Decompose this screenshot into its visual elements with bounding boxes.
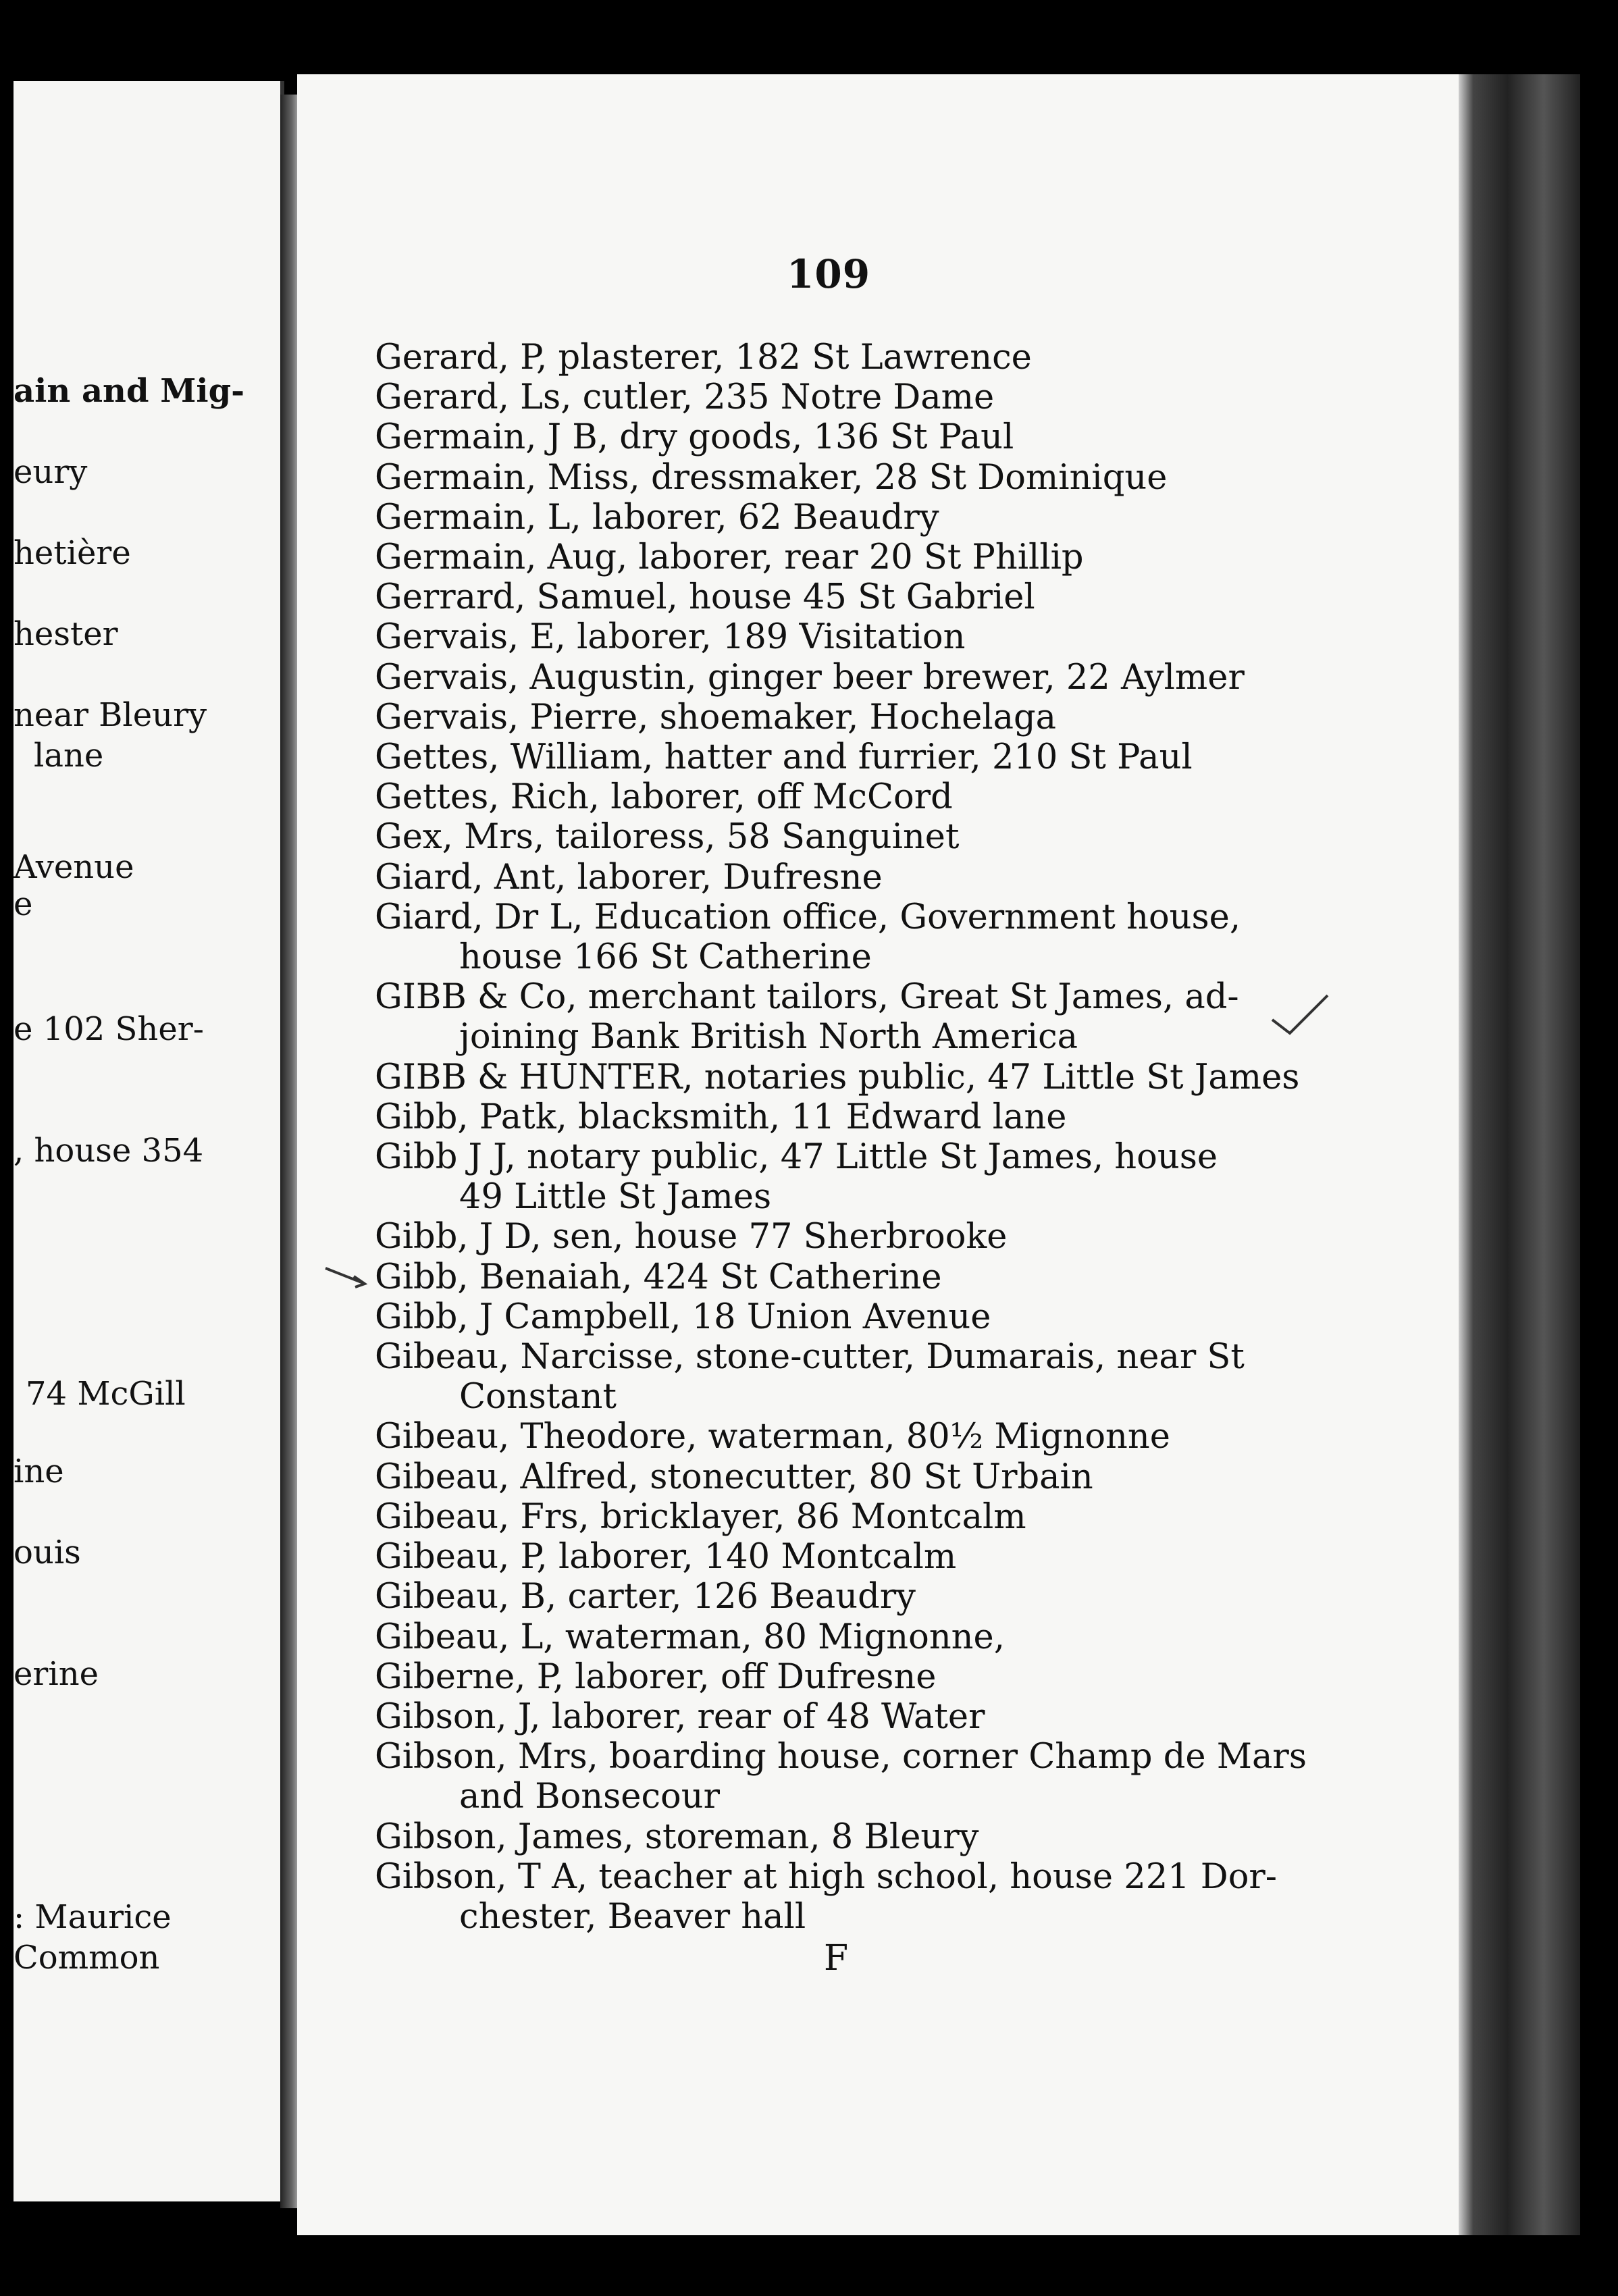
left-fragment: 74 McGill (26, 1375, 186, 1413)
left-fragment: ain and Mig- (14, 372, 245, 410)
directory-entry: Gettes, Rich, laborer, off McCord (375, 777, 953, 818)
directory-entry: Gibb, Benaiah, 424 St Catherine (375, 1257, 942, 1297)
directory-entries (375, 338, 1334, 1937)
directory-entry: Gibson, James, storeman, 8 Bleury (375, 1817, 979, 1857)
directory-entry: Gervais, Augustin, ginger beer brewer, 22 Aylmer (375, 657, 1245, 698)
left-fragment: hester (14, 615, 118, 653)
directory-entry: Germain, Aug, laborer, rear 20 St Phillip (375, 538, 1084, 578)
left-fragment: Avenue (14, 848, 134, 886)
directory-entry: GIBB & Co, merchant tailors, Great St James, ad- (375, 977, 1239, 1018)
signature-mark: F (824, 1938, 849, 1979)
directory-entry: Gibson, T A, teacher at high school, house 221 Dor- (375, 1856, 1278, 1897)
left-fragment: ine (14, 1453, 64, 1490)
left-fragment: e 102 Sher- (14, 1010, 204, 1048)
left-fragment: : Maurice (14, 1898, 172, 1936)
left-fragment: , house 354 (14, 1132, 204, 1170)
directory-entry: Gibeau, B, carter, 126 Beaudry (375, 1577, 916, 1617)
directory-entry: Gibeau, Theodore, waterman, 80½ Mignonne (375, 1417, 1170, 1457)
directory-entry: Gibb, J Campbell, 18 Union Avenue (375, 1297, 991, 1337)
pencil-tick-icon (1270, 993, 1330, 1043)
directory-entry-continuation: and Bonsecour (459, 1777, 720, 1817)
directory-entry-continuation: house 166 St Catherine (459, 937, 872, 978)
page-number: 109 (787, 251, 871, 297)
directory-entry: Germain, J B, dry goods, 136 St Paul (375, 417, 1014, 458)
left-fragment: Common (14, 1939, 160, 1977)
directory-entry: Giard, Ant, laborer, Dufresne (375, 857, 883, 897)
directory-entry: Gibeau, Alfred, stonecutter, 80 St Urbain (375, 1457, 1093, 1497)
directory-entry: Gerard, Ls, cutler, 235 Notre Dame (375, 377, 995, 418)
directory-entry-continuation: Constant (459, 1377, 617, 1417)
directory-entry: Gibeau, P, laborer, 140 Montcalm (375, 1537, 957, 1577)
directory-entry: Gibeau, Narcisse, stone-cutter, Dumarais, near St (375, 1337, 1245, 1378)
directory-entry: Germain, Miss, dressmaker, 28 St Dominique (375, 457, 1168, 498)
directory-entry: Germain, L, laborer, 62 Beaudry (375, 497, 939, 538)
left-fragment: eury (14, 453, 88, 491)
directory-entry: Gibb, Patk, blacksmith, 11 Edward lane (375, 1097, 1067, 1137)
previous-page-fragment (14, 81, 284, 2201)
directory-entry: GIBB & HUNTER, notaries public, 47 Little St James (375, 1057, 1300, 1097)
left-fragment: ouis (14, 1534, 81, 1571)
directory-entry: Gibeau, Frs, bricklayer, 86 Montcalm (375, 1496, 1026, 1537)
directory-entry: Gibb J J, notary public, 47 Little St James, house (375, 1137, 1218, 1178)
directory-entry: Gibb, J D, sen, house 77 Sherbrooke (375, 1217, 1008, 1257)
directory-entry-continuation: joining Bank British North America (459, 1017, 1078, 1058)
page-edge (1459, 74, 1580, 2235)
directory-entry: Gerard, P, plasterer, 182 St Lawrence (375, 338, 1032, 377)
directory-entry: Gettes, William, hatter and furrier, 210 St Paul (375, 737, 1193, 778)
directory-entry-continuation: 49 Little St James (459, 1177, 772, 1218)
left-fragment: near Bleury (14, 696, 207, 734)
left-fragment: lane (34, 737, 104, 775)
directory-entry: Gervais, Pierre, shoemaker, Hochelaga (375, 697, 1057, 737)
directory-entry: Gibson, J, laborer, rear of 48 Water (375, 1696, 985, 1737)
directory-entry: Gibson, Mrs, boarding house, corner Champ de Mars (375, 1737, 1307, 1777)
left-fragment: hetière (14, 534, 131, 572)
directory-entry: Gervais, E, laborer, 189 Visitation (375, 617, 966, 658)
directory-entry: Gibeau, L, waterman, 80 Mignonne, (375, 1617, 1005, 1657)
directory-entry: Gerrard, Samuel, house 45 St Gabriel (375, 577, 1035, 618)
directory-entry: Giard, Dr L, Education office, Government house, (375, 897, 1241, 937)
directory-entry-continuation: chester, Beaver hall (459, 1896, 806, 1937)
left-fragment: erine (14, 1655, 99, 1693)
pencil-arrow-icon (324, 1263, 371, 1297)
left-fragment: e (14, 885, 33, 923)
directory-entry: Gex, Mrs, tailoress, 58 Sanguinet (375, 817, 960, 858)
directory-entry: Giberne, P, laborer, off Dufresne (375, 1656, 937, 1697)
